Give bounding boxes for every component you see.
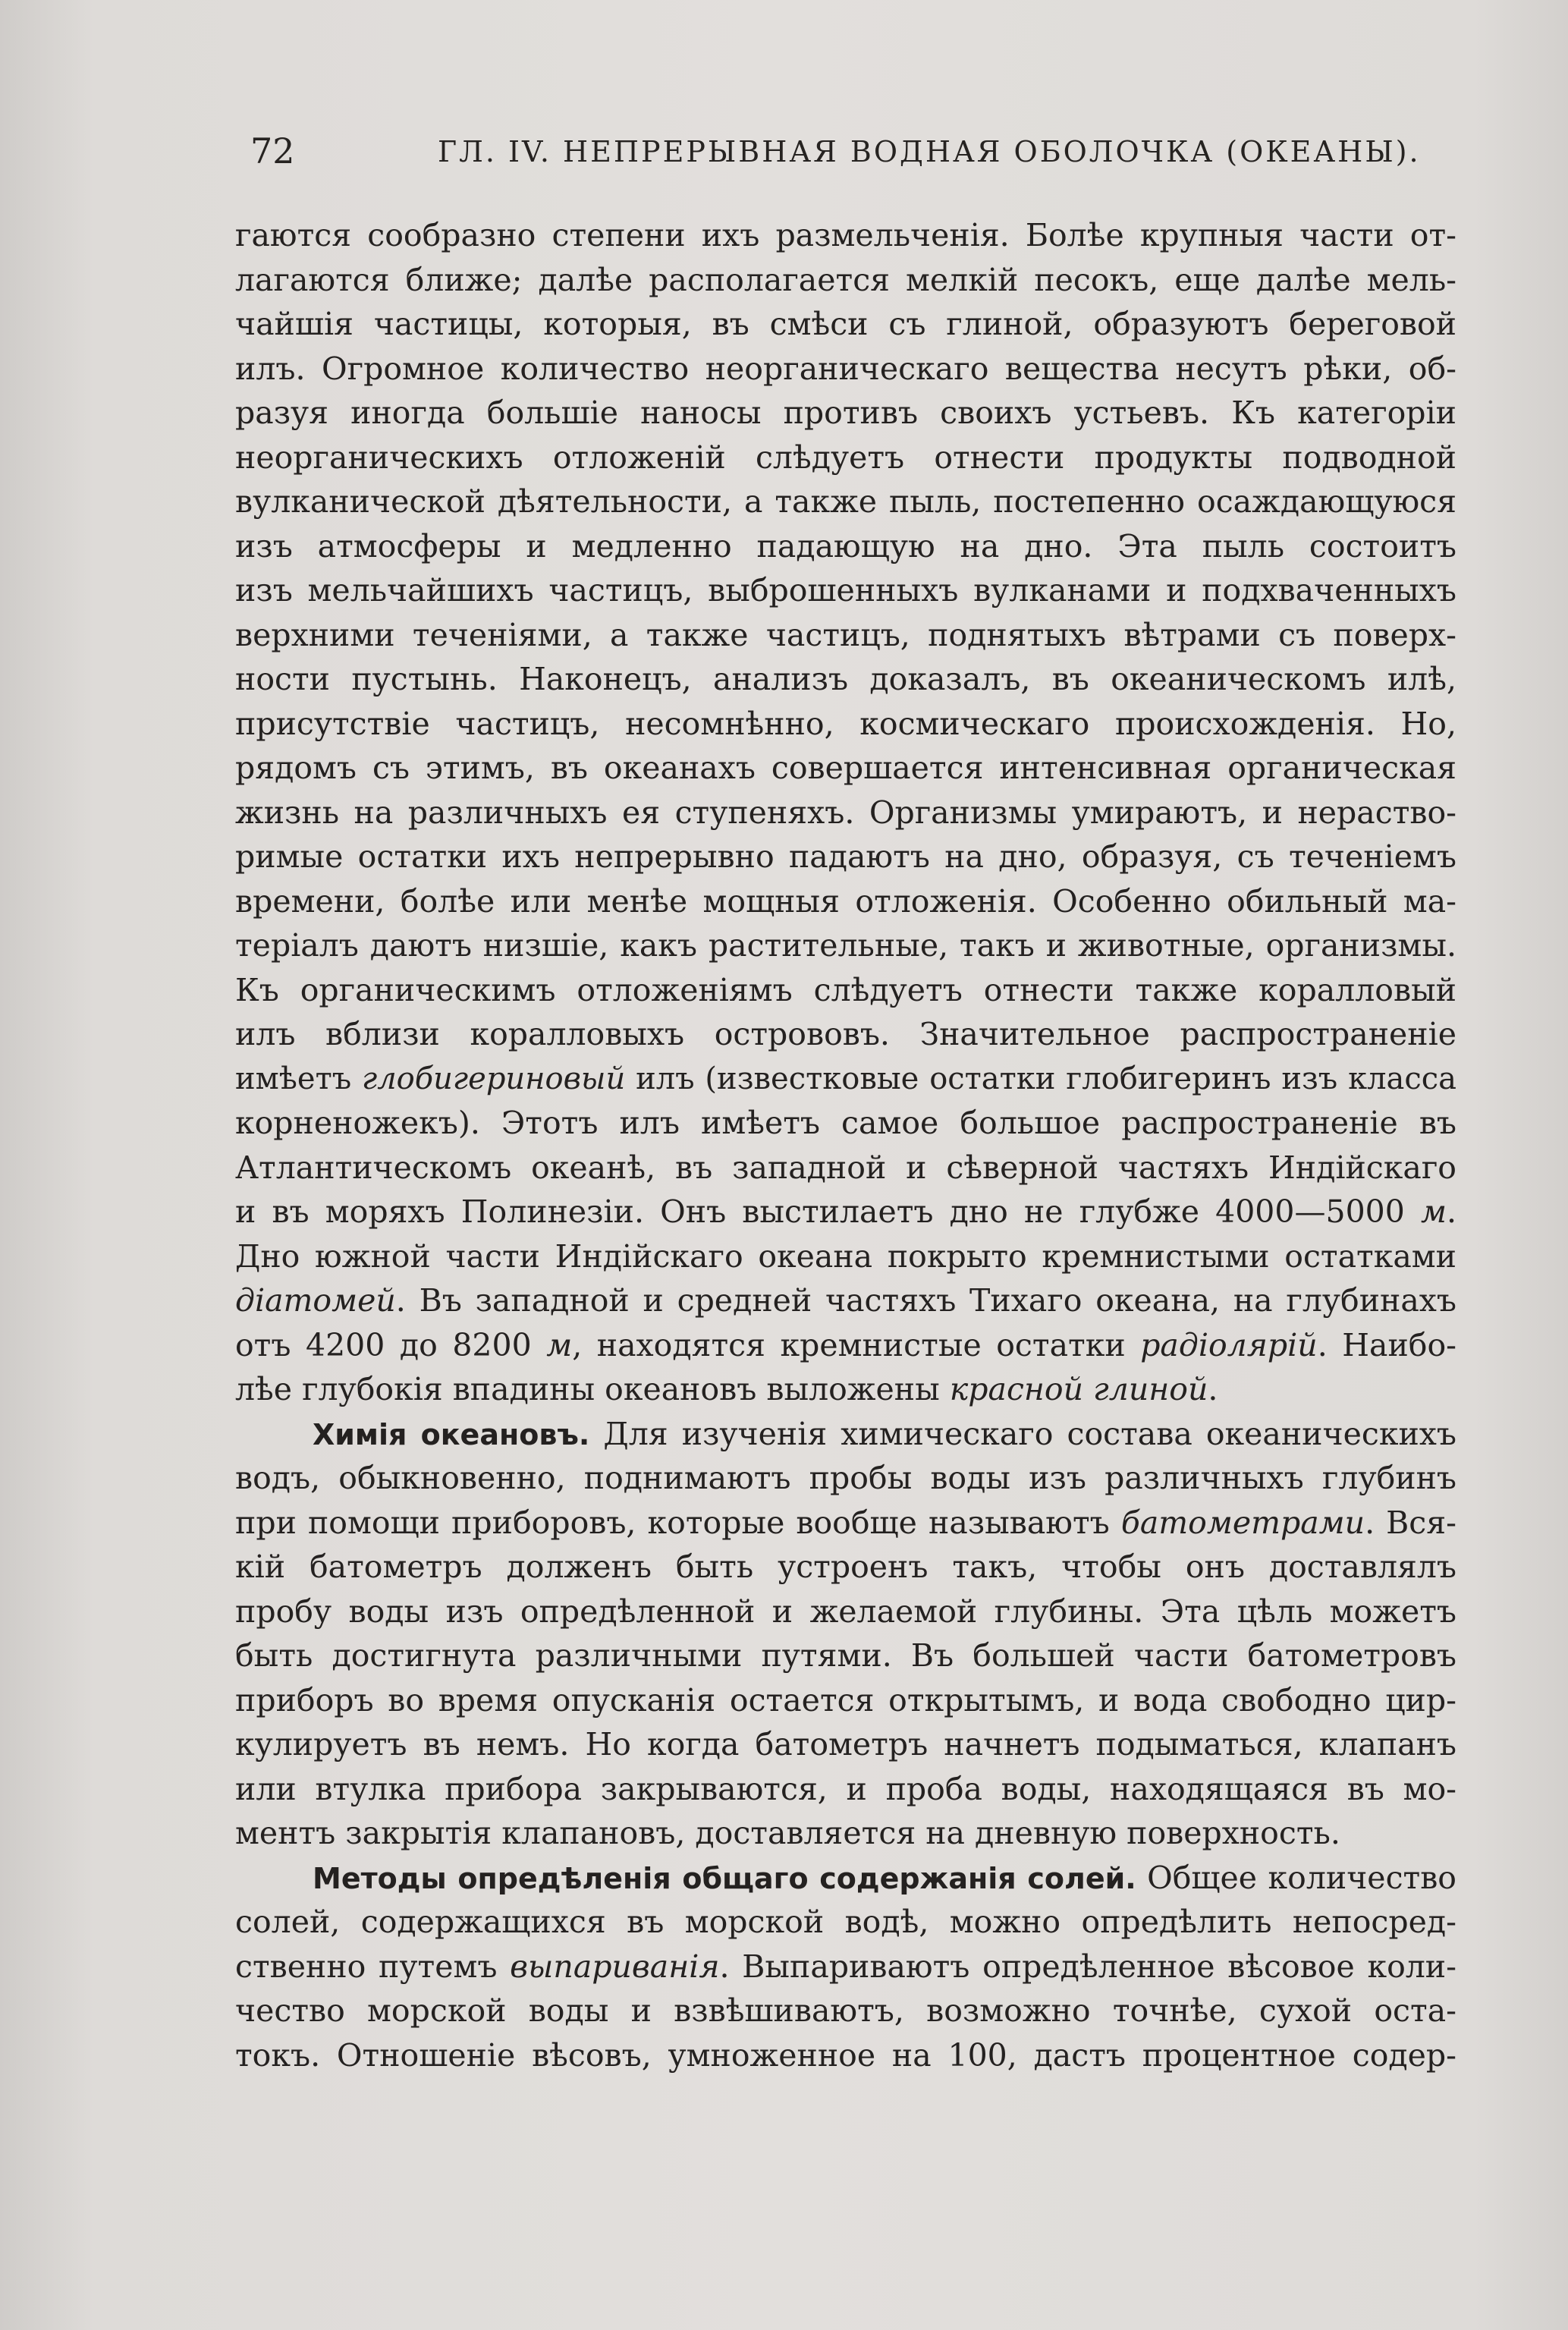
text-line: рядомъ съ этимъ, въ океанахъ совершается интенсивная органическая xyxy=(235,750,1456,786)
text-line xyxy=(235,1323,1456,1368)
text-line: вулканической дѣятельности, а также пыль, постепенно осаждающуюся xyxy=(235,483,1456,520)
text-line: римые остатки ихъ непрерывно падаютъ на дно, образуя, съ теченіемъ xyxy=(235,838,1456,875)
text-line: илъ. Огромное количество неорганическаго вещества несутъ рѣки, об- xyxy=(235,350,1456,387)
text-line: кулируетъ въ немъ. Но когда батометръ начнетъ подыматься, клапанъ xyxy=(235,1726,1456,1762)
text-run: . Выпариваютъ опредѣленное вѣсовое коли- xyxy=(719,1948,1456,1985)
italic-term: красной глиной xyxy=(949,1371,1208,1407)
text-line: илъ вблизи коралловыхъ острововъ. Значительное распространеніе xyxy=(235,1016,1456,1052)
text-run: лѣе глубокія впадины океановъ выложены xyxy=(235,1371,950,1407)
text-line: чайшія частицы, которыя, въ смѣси съ глиной, образуютъ береговой xyxy=(235,306,1456,342)
text-run: и въ моряхъ Полинезіи. Онъ выстилаетъ дно не глубже 4000—5000 xyxy=(235,1193,1421,1230)
text-line: присутствіе частицъ, несомнѣнно, космическаго происхожденія. Но, xyxy=(235,705,1456,742)
text-run: при помощи приборовъ, которые вообще называютъ xyxy=(235,1504,1121,1541)
text-line: Атлантическомъ океанѣ, въ западной и сѣверной частяхъ Индійскаго xyxy=(235,1149,1456,1186)
italic-term: радіолярій xyxy=(1140,1326,1318,1363)
text-line xyxy=(235,1190,1456,1234)
text-line: или втулка прибора закрываются, и проба воды, находящаяся въ мо- xyxy=(235,1770,1456,1807)
text-line xyxy=(235,1367,1456,1412)
text-line: пробу воды изъ опредѣленной и желаемой глубины. Эта цѣль можетъ xyxy=(235,1593,1456,1630)
text-line: жизнь на различныхъ ея ступеняхъ. Организмы умираютъ, и нераство- xyxy=(235,794,1456,831)
text-run: . Въ западной и средней частяхъ Тихаго океана, на глубинахъ xyxy=(395,1282,1456,1319)
section-heading: Химія океановъ. xyxy=(313,1417,590,1451)
text-run: . Наибо- xyxy=(1317,1326,1456,1363)
text-run: имѣетъ xyxy=(235,1061,362,1096)
text-line: быть достигнута различными путями. Въ большей части батометровъ xyxy=(235,1637,1456,1674)
text-line xyxy=(235,1501,1456,1545)
text-run: , находятся кремнистые остатки xyxy=(572,1326,1141,1363)
italic-unit: м xyxy=(546,1326,573,1363)
text-line xyxy=(235,1412,1456,1457)
text-line xyxy=(235,1278,1456,1323)
text-run: . xyxy=(1446,1193,1456,1230)
section-heading: Методы опредѣленія общаго содержанія солей. xyxy=(313,1861,1136,1895)
text-line: приборъ во время опусканія остается открытымъ, и вода свободно цир- xyxy=(235,1681,1456,1718)
text-run: ственно путемъ xyxy=(235,1948,511,1985)
text-run: Для изученія химическаго состава океаническихъ xyxy=(589,1415,1456,1452)
text-line: неорганическихъ отложеній слѣдуетъ отнести продукты подводной xyxy=(235,439,1456,476)
text-line: чество морской воды и взвѣшиваютъ, возможно точнѣе, сухой оста- xyxy=(235,1992,1456,2029)
text-line xyxy=(235,1856,1456,1901)
italic-term: глобигериновый xyxy=(361,1061,626,1096)
text-line xyxy=(235,1945,1456,1989)
text-line: изъ мельчайшихъ частицъ, выброшенныхъ вулканами и подхваченныхъ xyxy=(235,572,1456,608)
text-line: разуя иногда большіе наносы противъ своихъ устьевъ. Къ категоріи xyxy=(235,395,1456,431)
text-run: . Вся- xyxy=(1365,1504,1456,1541)
text-line: теріалъ даютъ низшіе, какъ растительные, такъ и животные, организмы. xyxy=(235,927,1456,964)
text-line: корненожекъ). Этотъ илъ имѣетъ самое большое распространеніе въ xyxy=(235,1105,1456,1141)
text-line: Дно южной части Индійскаго океана покрыто кремнистыми остатками xyxy=(235,1237,1456,1275)
text-line xyxy=(235,1057,1456,1102)
text-run: . xyxy=(1208,1371,1218,1407)
page-header xyxy=(250,127,1464,188)
italic-term: батометрами xyxy=(1120,1504,1365,1541)
text-line: изъ атмосферы и медленно падающую на дно. Эта пыль состоитъ xyxy=(235,527,1456,564)
text-line: ности пустынь. Наконецъ, анализъ доказалъ, въ океаническомъ илѣ, xyxy=(235,661,1456,697)
text-line: кій батометръ долженъ быть устроенъ такъ, чтобы онъ доставлялъ xyxy=(235,1549,1456,1585)
text-line: водъ, обыкновенно, поднимаютъ пробы воды изъ различныхъ глубинъ xyxy=(235,1460,1456,1496)
text-run: отъ 4200 до 8200 xyxy=(235,1326,547,1363)
running-head: ГЛ. IV. НЕПРЕРЫВНАЯ ВОДНАЯ ОБОЛОЧКА (ОКЕАНЫ). xyxy=(438,135,1421,168)
italic-term: діатомей xyxy=(235,1282,396,1319)
text-line: времени, болѣе или менѣе мощныя отложенія. Особенно обильный ма- xyxy=(235,882,1456,920)
italic-unit: м xyxy=(1420,1193,1447,1230)
text-line: ментъ закрытія клапановъ, доставляется на дневную поверхность. xyxy=(235,1815,1340,1851)
text-run: илъ (известковые остатки глобигеринъ изъ класса xyxy=(625,1061,1456,1096)
text-run: Общее количество xyxy=(1136,1859,1456,1896)
italic-term: выпариванія xyxy=(510,1948,720,1985)
text-line: солей, содержащихся въ морской водѣ, можно опредѣлить непосред- xyxy=(235,1904,1456,1940)
text-line: гаются сообразно степени ихъ размельченія. Болѣе крупныя части от- xyxy=(235,217,1456,253)
text-line: лагаются ближе; далѣе располагается мелкій песокъ, еще далѣе мель- xyxy=(235,261,1456,298)
text-line: Къ органическимъ отложеніямъ слѣдуетъ отнести также коралловый xyxy=(235,971,1456,1008)
text-line: токъ. Отношеніе вѣсовъ, умноженное на 100, дастъ процентное содер- xyxy=(235,2036,1456,2074)
text-line: верхними теченіями, а также частицъ, поднятыхъ вѣтрами съ поверх- xyxy=(235,616,1456,653)
body-text xyxy=(235,213,1456,2077)
page-number: 72 xyxy=(250,130,295,171)
